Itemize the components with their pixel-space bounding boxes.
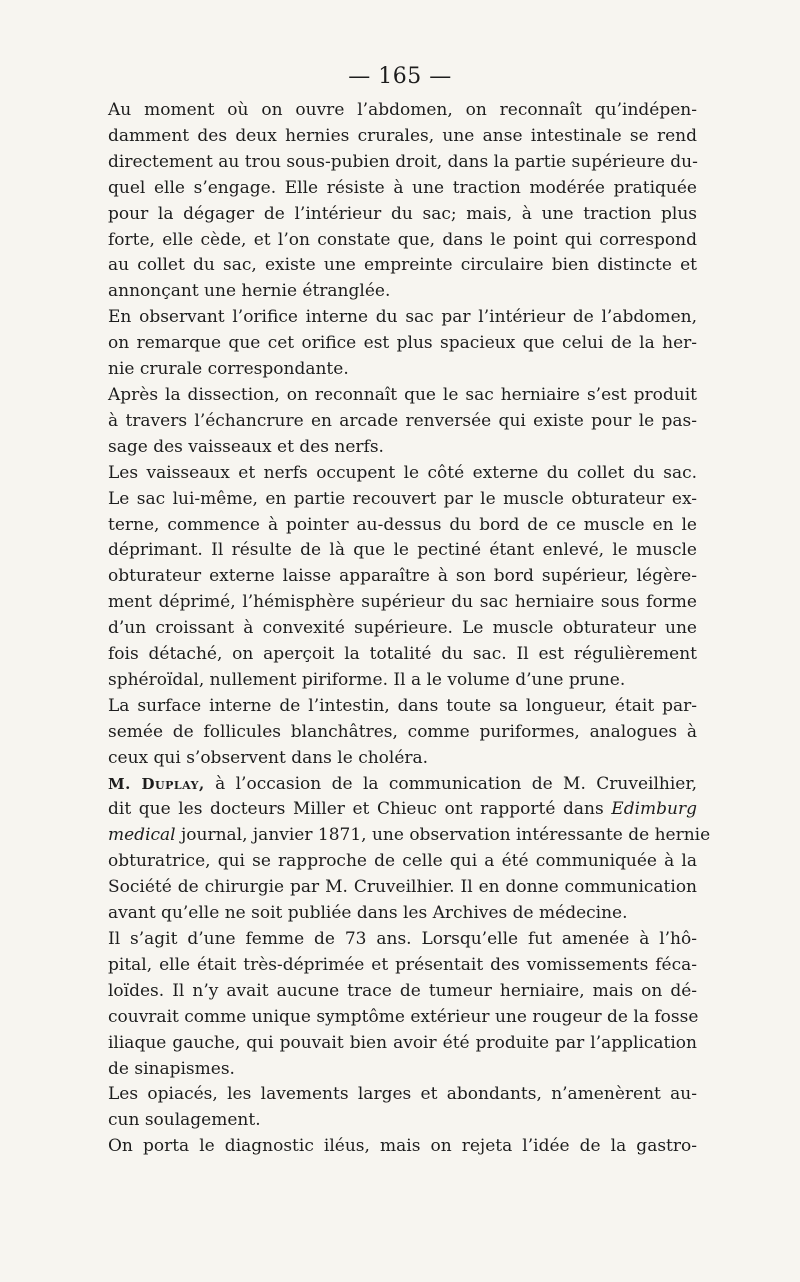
text-line: on remarque que cet orifice est plus spacieux que celui de la her- [108,333,697,354]
text-line: Après la dissection, on reconnaît que le sac herniaire s’est produit [108,384,697,405]
paragraph-6 [108,772,711,927]
text-line [108,797,697,823]
text-line: Les vaisseaux et nerfs occupent le côté externe du collet du sac. [108,462,697,483]
paragraph-9 [108,1134,697,1160]
text-line: avant qu’elle ne soit publiée dans les Archives de médecine. [108,903,628,924]
paragraph-8 [108,1082,697,1134]
text-line: sphéroïdal, nullement piriforme. Il a le volume d’une prune. [108,669,626,690]
paragraph-4 [108,461,697,694]
text-line: fois détaché, on aperçoit la totalité du sac. Il est régulièrement [108,644,697,665]
journal-title-fragment: Edimburg [611,799,697,820]
text-fragment: dit que les docteurs Miller et Chieuc ont rapporté dans [108,799,612,820]
text-line: En observant l’orifice interne du sac par l’intérieur de l’abdomen, [108,307,697,328]
text-line: obturatrice, qui se rapproche de celle qui a été communiquée à la [108,851,697,872]
text-line: pour la dégager de l’intérieur du sac; mais, à une traction plus [108,203,697,224]
paragraph-5 [108,694,697,772]
paragraph-7 [108,927,697,1082]
journal-title-fragment: medical [108,825,176,846]
text-line: annonçant une hernie étranglée. [108,281,391,302]
text-fragment: journal, janvier 1871, une observation intéressante de hernie [175,825,711,846]
text-line [108,772,697,798]
text-line: à travers l’échancrure en arcade renversée qui existe pour le pas- [108,410,697,431]
text-line: de sinapismes. [108,1058,235,1079]
text-line: sage des vaisseaux et des nerfs. [108,436,384,457]
text-line: d’un croissant à convexité supérieure. Le muscle obturateur une [108,618,697,639]
text-line: semée de follicules blanchâtres, comme puriformes, analogues à [108,721,697,742]
paragraph-1 [108,98,697,305]
text-line: On porta le diagnostic iléus, mais on rejeta l’idée de la gastro- [108,1136,697,1157]
text-line: déprimant. Il résulte de là que le pectiné étant enlevé, le muscle [108,540,697,561]
text-line: Le sac lui-même, en partie recouvert par le muscle obturateur ex- [108,488,697,509]
text-line: ceux qui s’observent dans le choléra. [108,747,429,768]
text-line: Il s’agit d’une femme de 73 ans. Lorsqu’elle fut amenée à l’hô- [108,929,697,949]
speaker-name: M. Duplay, [108,774,205,793]
text-line: damment des deux hernies crurales, une anse intestinale se rend [108,125,697,146]
text-line: forte, elle cède, et l’on constate que, dans le point qui correspond [108,229,697,250]
text-line: quel elle s’engage. Elle résiste à une traction modérée pratiquée [108,177,697,198]
text-line: terne, commence à pointer au-dessus du bord de ce muscle en le [108,514,697,535]
text-line: La surface interne de l’intestin, dans toute sa longueur, était par- [108,695,697,716]
paragraph-2 [108,305,697,383]
text-line: directement au trou sous-pubien droit, dans la partie supérieure du- [108,151,698,172]
paragraph-3 [108,383,697,461]
text-line: au collet du sac, existe une empreinte circulaire bien distincte et [108,255,697,276]
text-line: iliaque gauche, qui pouvait bien avoir été produite par l’application [108,1032,697,1053]
text-line: loïdes. Il n’y avait aucune trace de tumeur herniaire, mais on dé- [108,980,697,1001]
text-fragment: à l’occasion de la communication de M. Cruveilhier, [204,773,697,794]
text-line: nie crurale correspondante. [108,359,349,380]
text-line: couvrait comme unique symptôme extérieur une rougeur de la fosse [108,1006,699,1027]
body-text [108,98,711,1160]
text-line: cun soulagement. [108,1110,261,1131]
text-line: Les opiacés, les lavements larges et abondants, n’amenèrent au- [108,1084,697,1105]
text-line [108,823,711,849]
text-line: Société de chirurgie par M. Cruveilhier. Il en donne communication [108,877,697,898]
page-number: — 165 — [348,64,452,89]
text-line: Au moment où on ouvre l’abdomen, on reconnaît qu’indépen- [108,100,697,120]
text-line: obturateur externe laisse apparaître à son bord supérieur, légère- [108,566,697,587]
text-line: pital, elle était très-déprimée et présentait des vomissements féca- [108,954,697,975]
text-line: ment déprimé, l’hémisphère supérieur du sac herniaire sous forme [108,592,697,613]
